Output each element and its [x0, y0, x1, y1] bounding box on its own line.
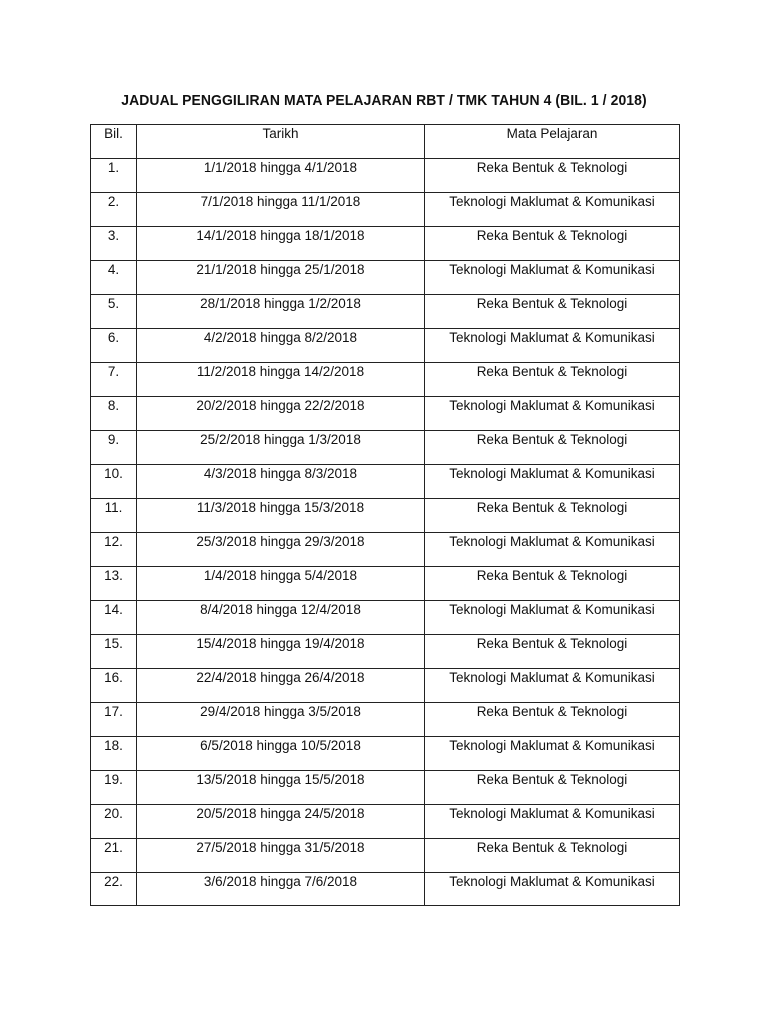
header-bil: Bil. [91, 125, 137, 159]
table-row [91, 703, 680, 737]
row-tarikh-cell: 7/1/2018 hingga 11/1/2018 [137, 193, 425, 227]
row-mata-pelajaran-cell: Teknologi Maklumat & Komunikasi [425, 329, 680, 363]
table-row [91, 227, 680, 261]
row-bil-cell: 16. [91, 669, 137, 703]
row-mata-pelajaran-cell: Reka Bentuk & Teknologi [425, 431, 680, 465]
row-mata-pelajaran-cell: Reka Bentuk & Teknologi [425, 771, 680, 805]
row-tarikh-cell: 25/3/2018 hingga 29/3/2018 [137, 533, 425, 567]
row-tarikh-cell: 11/3/2018 hingga 15/3/2018 [137, 499, 425, 533]
row-tarikh-cell: 21/1/2018 hingga 25/1/2018 [137, 261, 425, 295]
table-row [91, 839, 680, 873]
table-row [91, 805, 680, 839]
table-row [91, 873, 680, 906]
table-row [91, 601, 680, 635]
row-tarikh-cell: 6/5/2018 hingga 10/5/2018 [137, 737, 425, 771]
row-mata-pelajaran-cell: Teknologi Maklumat & Komunikasi [425, 601, 680, 635]
row-mata-pelajaran-cell: Reka Bentuk & Teknologi [425, 227, 680, 261]
row-tarikh-cell: 1/4/2018 hingga 5/4/2018 [137, 567, 425, 601]
row-mata-pelajaran-cell: Reka Bentuk & Teknologi [425, 363, 680, 397]
row-bil-cell: 22. [91, 873, 137, 906]
row-bil-cell: 5. [91, 295, 137, 329]
table-row [91, 533, 680, 567]
row-tarikh-cell: 4/3/2018 hingga 8/3/2018 [137, 465, 425, 499]
row-bil-cell: 14. [91, 601, 137, 635]
row-tarikh-cell: 27/5/2018 hingga 31/5/2018 [137, 839, 425, 873]
row-tarikh-cell: 29/4/2018 hingga 3/5/2018 [137, 703, 425, 737]
row-tarikh-cell: 28/1/2018 hingga 1/2/2018 [137, 295, 425, 329]
row-mata-pelajaran-cell: Reka Bentuk & Teknologi [425, 839, 680, 873]
row-mata-pelajaran-cell: Teknologi Maklumat & Komunikasi [425, 193, 680, 227]
row-tarikh-cell: 20/5/2018 hingga 24/5/2018 [137, 805, 425, 839]
row-bil-cell: 21. [91, 839, 137, 873]
table-row [91, 635, 680, 669]
table-row [91, 499, 680, 533]
row-tarikh-cell: 25/2/2018 hingga 1/3/2018 [137, 431, 425, 465]
row-mata-pelajaran-cell: Teknologi Maklumat & Komunikasi [425, 873, 680, 906]
table-row [91, 771, 680, 805]
table-row [91, 567, 680, 601]
table-row [91, 465, 680, 499]
row-tarikh-cell: 4/2/2018 hingga 8/2/2018 [137, 329, 425, 363]
row-tarikh-cell: 3/6/2018 hingga 7/6/2018 [137, 873, 425, 906]
row-bil-cell: 11. [91, 499, 137, 533]
schedule-table [90, 124, 680, 906]
row-mata-pelajaran-cell: Teknologi Maklumat & Komunikasi [425, 737, 680, 771]
row-bil-cell: 13. [91, 567, 137, 601]
row-mata-pelajaran-cell: Teknologi Maklumat & Komunikasi [425, 805, 680, 839]
header-mata-pelajaran: Mata Pelajaran [425, 125, 680, 159]
table-row [91, 159, 680, 193]
row-bil-cell: 17. [91, 703, 137, 737]
row-bil-cell: 3. [91, 227, 137, 261]
table-row [91, 669, 680, 703]
table-row [91, 397, 680, 431]
row-bil-cell: 10. [91, 465, 137, 499]
table-row [91, 295, 680, 329]
schedule-body [91, 159, 680, 906]
row-bil-cell: 6. [91, 329, 137, 363]
row-tarikh-cell: 22/4/2018 hingga 26/4/2018 [137, 669, 425, 703]
row-mata-pelajaran-cell: Reka Bentuk & Teknologi [425, 703, 680, 737]
row-bil-cell: 20. [91, 805, 137, 839]
row-tarikh-cell: 8/4/2018 hingga 12/4/2018 [137, 601, 425, 635]
row-tarikh-cell: 20/2/2018 hingga 22/2/2018 [137, 397, 425, 431]
table-row [91, 329, 680, 363]
row-tarikh-cell: 14/1/2018 hingga 18/1/2018 [137, 227, 425, 261]
row-bil-cell: 1. [91, 159, 137, 193]
header-row [91, 125, 680, 159]
row-mata-pelajaran-cell: Reka Bentuk & Teknologi [425, 567, 680, 601]
header-tarikh: Tarikh [137, 125, 425, 159]
row-tarikh-cell: 13/5/2018 hingga 15/5/2018 [137, 771, 425, 805]
row-bil-cell: 7. [91, 363, 137, 397]
row-bil-cell: 18. [91, 737, 137, 771]
row-mata-pelajaran-cell: Teknologi Maklumat & Komunikasi [425, 533, 680, 567]
row-mata-pelajaran-cell: Reka Bentuk & Teknologi [425, 635, 680, 669]
row-mata-pelajaran-cell: Teknologi Maklumat & Komunikasi [425, 669, 680, 703]
document-title: JADUAL PENGGILIRAN MATA PELAJARAN RBT / TMK TAHUN 4 (BIL. 1 / 2018) [121, 92, 647, 109]
row-mata-pelajaran-cell: Teknologi Maklumat & Komunikasi [425, 397, 680, 431]
table-row [91, 363, 680, 397]
row-bil-cell: 9. [91, 431, 137, 465]
row-mata-pelajaran-cell: Reka Bentuk & Teknologi [425, 499, 680, 533]
table-row [91, 431, 680, 465]
table-row [91, 193, 680, 227]
row-bil-cell: 15. [91, 635, 137, 669]
row-bil-cell: 2. [91, 193, 137, 227]
row-tarikh-cell: 15/4/2018 hingga 19/4/2018 [137, 635, 425, 669]
row-mata-pelajaran-cell: Teknologi Maklumat & Komunikasi [425, 465, 680, 499]
row-bil-cell: 8. [91, 397, 137, 431]
row-tarikh-cell: 11/2/2018 hingga 14/2/2018 [137, 363, 425, 397]
row-tarikh-cell: 1/1/2018 hingga 4/1/2018 [137, 159, 425, 193]
row-bil-cell: 12. [91, 533, 137, 567]
table-row [91, 737, 680, 771]
table-row [91, 261, 680, 295]
row-mata-pelajaran-cell: Reka Bentuk & Teknologi [425, 159, 680, 193]
row-bil-cell: 4. [91, 261, 137, 295]
row-bil-cell: 19. [91, 771, 137, 805]
row-mata-pelajaran-cell: Teknologi Maklumat & Komunikasi [425, 261, 680, 295]
row-mata-pelajaran-cell: Reka Bentuk & Teknologi [425, 295, 680, 329]
